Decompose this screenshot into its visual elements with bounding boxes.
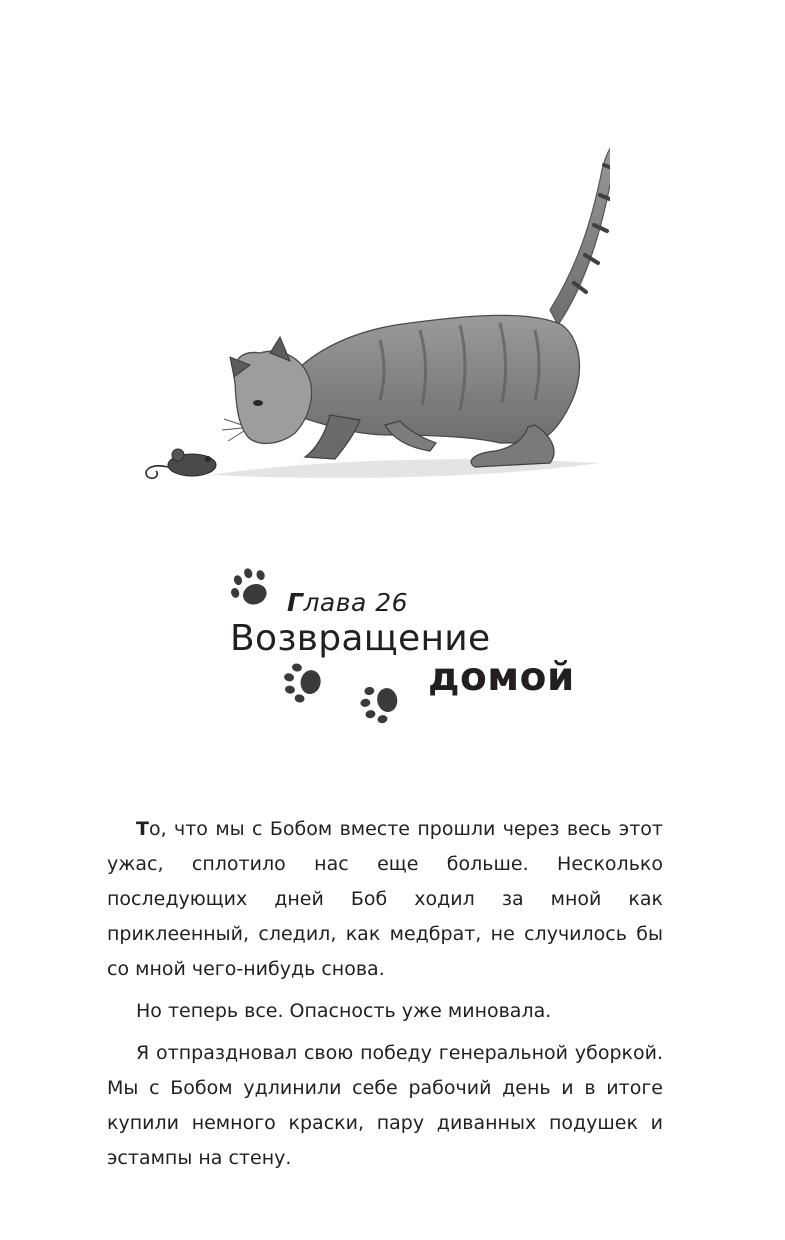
chapter-body <box>107 812 663 1183</box>
paw-print-icon <box>278 658 330 713</box>
paw-print-icon <box>219 561 279 619</box>
chapter-title-line-2: домой <box>428 655 575 700</box>
chapter-label-initial: Г <box>287 588 304 617</box>
paragraph-text: о, что мы с Бобом вместе прошли через весь этот ужас, сплотило нас еще больше. Несколько последующих дней Боб ходил за мной как приклеенный, следил, как медбрат, не случилось бы со мной чего-нибудь снова. <box>107 818 663 980</box>
toy-mouse-illustration <box>146 449 216 478</box>
paragraph: Но теперь все. Опасность уже миновала. <box>136 1000 552 1022</box>
chapter-number <box>287 588 408 617</box>
chapter-title-line-1: Возвращение <box>230 618 491 659</box>
paw-print-icon <box>356 678 408 733</box>
paragraph-initial: Т <box>136 818 149 840</box>
cat-stalking-mouse-illustration <box>130 125 610 495</box>
chapter-label-rest: лава 26 <box>303 588 409 617</box>
paragraph <box>107 812 663 987</box>
paragraph: Я отпраздновал свою победу генеральной уборкой. Мы с Бобом удлинили себе рабочий день и в итоге купили немного краски, пару диванных подушек и эстампы на стену. <box>107 1042 663 1169</box>
